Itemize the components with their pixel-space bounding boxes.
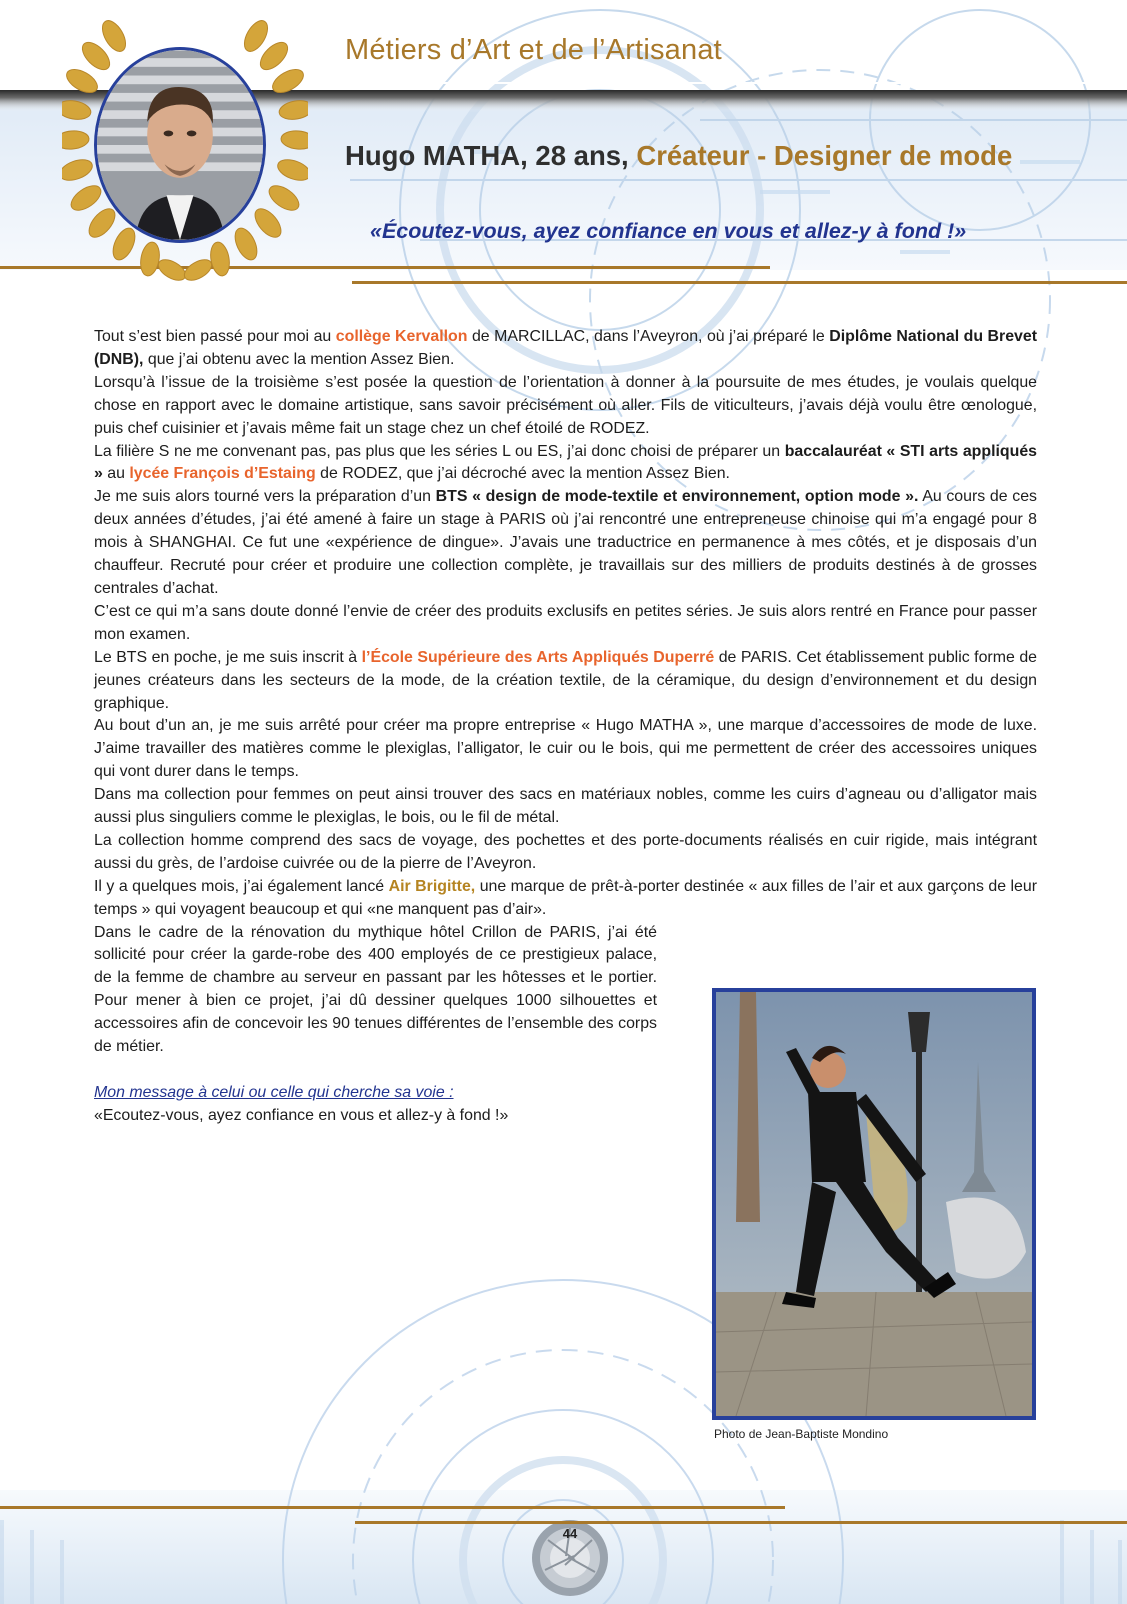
paragraph-with-photo: Dans le cadre de la rénovation du mythique hôtel Crillon de PARIS, j’ai été sollicité pour créer la garde-robe des 400 employés de ce prestigieux palace, de la femme de chambre au serveur en passant par les hôtesses et le portier. Pour mener à bien ce projet, j’ai dû dessiner quelques 1000 silhouettes et accessoires afin de concevoir les 90 tenues différentes de l’ensemble des corps de métier. (94, 923, 657, 1056)
paragraph: La collection homme comprend des sacs de voyage, des pochettes et des porte-documents réalisés en cuir rigide, mais intégrant aussi du grès, de l’ardoise cuivrée ou de la pierre de l’Aveyron. (94, 831, 1037, 872)
photo-credit: Photo de Jean-Baptiste Mondino (714, 1427, 889, 1441)
section-title: Métiers d’Art et de l’Artisanat (345, 34, 722, 66)
name-age: Hugo MATHA, 28 ans, (345, 140, 629, 171)
diploma-name: Diplôme National du Brevet (DNB), (94, 328, 1037, 368)
school-name: lycée François d’Estaing (129, 465, 316, 483)
paragraph: Je me suis alors tourné vers la préparation d’un BTS « design de mode-textile et environnement, option mode ». Au cours de ces deux années d’études, j’ai été amené à faire un stage à PARIS où j’ai rencontré une entrepreneuse chinoise qui m’a engagé pour 8 mois à SHANGHAI. Ce fut une «expérience de dingue». J’avais une traductrice en permanence à mes côtés, et je disposais d’un chauffeur. Recruté pour créer et produire une collection complète, je travaillais sur des milliers de produits destinés à de grosses centrales d’achat. (94, 488, 1037, 597)
runner-photo (712, 988, 1036, 1420)
paragraph: Il y a quelques mois, j’ai également lancé Air Brigitte, une marque de prêt-à-porter destinée « aux filles de l’air et aux garçons de leur temps » qui voyagent beaucoup et qui «ne manquent pas d’air». (94, 877, 1038, 918)
job-title: Créateur - Designer de mode (636, 140, 1013, 171)
paragraph: Le BTS en poche, je me suis inscrit à l’École Supérieure des Arts Appliqués Duperré de PARIS. Cet établissement public forme de jeunes créateurs dans les secteurs de la mode, de la création textile, de la céramique, du design d’environnement et du design graphique. (94, 648, 1037, 712)
school-name: collège Kervallon (335, 328, 468, 345)
paragraph: Dans ma collection pour femmes on peut ainsi trouver des sacs en matériaux nobles, comme les cuirs d’agneau ou d’alligator mais aussi plus singuliers comme le plexiglas, le bois, ou le fil de métal. (94, 786, 1037, 827)
paragraph: C’est ce qui m’a sans doute donné l’envie de créer des produits exclusifs en petites séries. Je suis alors rentré en France pour passer mon examen. (94, 602, 1037, 643)
diploma-name: baccalauréat « STI arts appliqués » (94, 442, 1037, 483)
paragraph: Tout s’est bien passé pour moi au collège Kervallon de MARCILLAC, dans l’Aveyron, où j’ai préparé le Diplôme National du Brevet (DNB), que j’ai obtenu avec la mention Assez Bien. (94, 328, 1037, 368)
page-number: 44 (562, 1526, 578, 1541)
portrait-photo (94, 47, 266, 243)
header-quote: «Écoutez-vous, ayez confiance en vous et allez-y à fond !» (370, 219, 967, 243)
paragraph: La filière S ne me convenant pas, pas plus que les séries L ou ES, j’ai donc choisi de préparer un baccalauréat « STI arts appliqués » au lycée François d’Estaing de RODEZ, que j’ai décroché avec la mention Assez Bien. (94, 442, 1037, 483)
message-heading: Mon message à celui ou celle qui cherche sa voie : (94, 1083, 454, 1101)
paragraph: Lorsqu’à l’issue de la troisième s’est posée la question de l’orientation à donner à la poursuite de mes études, je voulais quelque chose en rapport avec le domaine artistique, sans savoir précisément où aller. Fils de viticulteurs, j’avais déjà voulu être œnologue, puis chef cuisinier et j’avais même fait un stage chez un chef étoilé de RODEZ. (94, 373, 1037, 437)
school-name: l’École Supérieure des Arts Appliqués Duperré (361, 648, 715, 666)
paragraph: Au bout d’un an, je me suis arrêté pour créer ma propre entreprise « Hugo MATHA », une marque d’accessoires de mode de luxe. J’aime travailler des matières comme le plexiglas, l’alligator, le cuir ou le bois, qui me permettent de créer des accessoires uniques qui vont durer dans le temps. (94, 717, 1037, 781)
diploma-name: BTS « design de mode-textile et environnement, option mode ». (435, 488, 919, 506)
message-text: «Ecoutez-vous, ayez confiance en vous et allez-y à fond !» (94, 1106, 509, 1124)
profile-headline (345, 140, 1012, 172)
brand-name: Air Brigitte, (388, 877, 476, 895)
